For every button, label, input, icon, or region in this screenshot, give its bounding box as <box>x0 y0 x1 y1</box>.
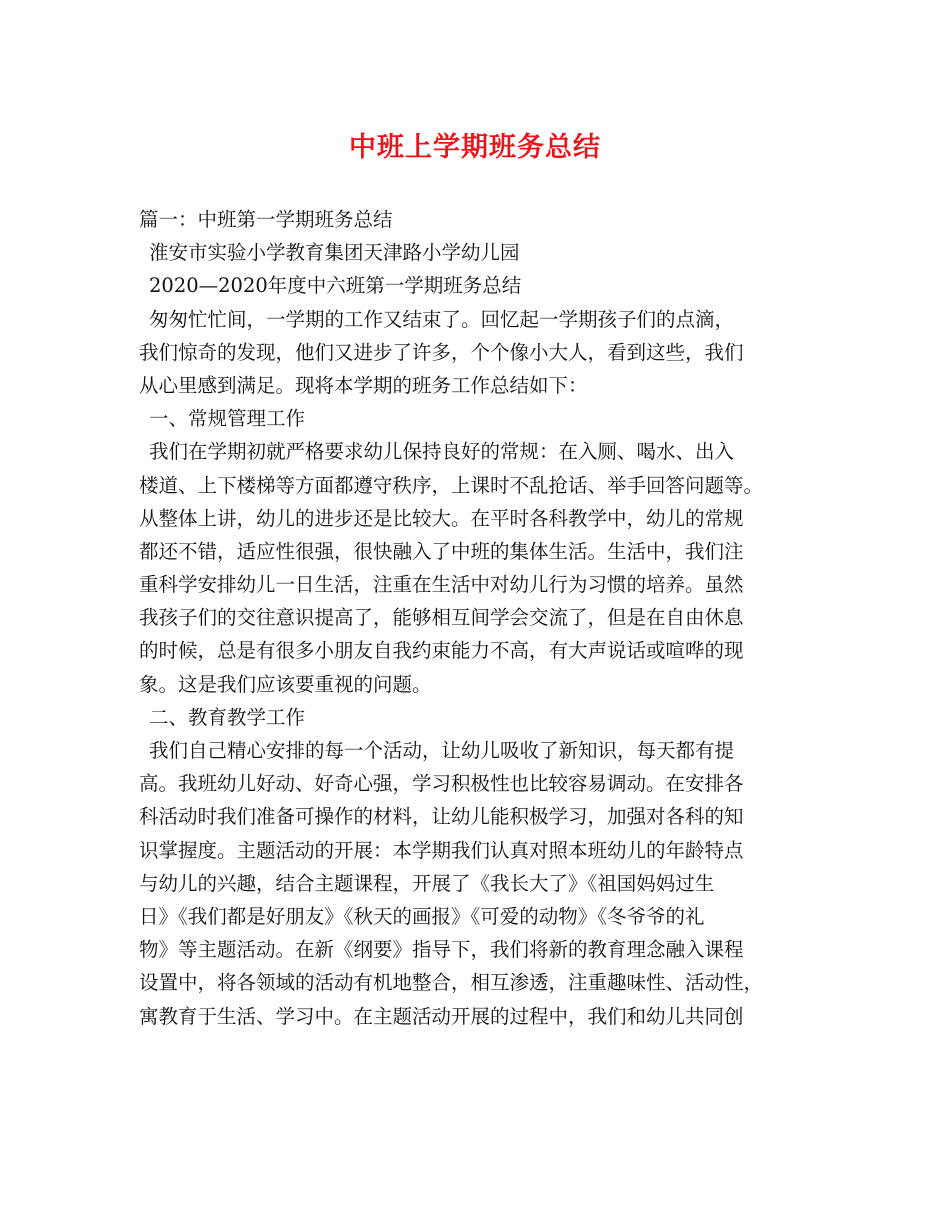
body-line: 我们在学期初就严格要求幼儿保持良好的常规：在入厕、喝水、出入 <box>149 440 735 464</box>
body-line: 我孩子们的交往意识提高了，能够相互间学会交流了，但是在自由休息 <box>139 606 744 630</box>
body-line: 一、常规管理工作 <box>149 407 306 431</box>
body-line: 的时候，总是有很多小朋友自我约束能力不高，有大声说话或喧哗的现 <box>139 639 744 663</box>
body-line: 日》《我们都是好朋友》《秋天的画报》《可爱的动物》《冬爷爷的礼 <box>139 904 705 928</box>
body-line: 识掌握度。主题活动的开展：本学期我们认真对照本班幼儿的年龄特点 <box>139 838 744 862</box>
body-line: 二、教育教学工作 <box>149 705 306 729</box>
body-line: 从心里感到满足。现将本学期的班务工作总结如下： <box>139 373 588 397</box>
body-line: 象。这是我们应该要重视的问题。 <box>139 672 432 696</box>
body-line: 科活动时我们准备可操作的材料，让幼儿能积极学习，加强对各科的知 <box>139 805 744 829</box>
body-line: 篇一：中班第一学期班务总结 <box>139 208 393 231</box>
body-line: 我们惊奇的发现，他们又进步了许多，个个像小大人，看到这些，我们 <box>139 340 744 364</box>
document-body <box>139 203 819 1033</box>
body-line: 淮安市实验小学教育集团天津路小学幼儿园 <box>149 241 520 265</box>
body-line: 我们自己精心安排的每一个活动，让幼儿吸收了新知识，每天都有提 <box>149 739 735 762</box>
document-title: 中班上学期班务总结 <box>349 132 601 163</box>
body-line: 与幼儿的兴趣，结合主题课程，开展了《我长大了》《祖国妈妈过生 <box>139 871 715 895</box>
body-line: 高。我班幼儿好动、好奇心强，学习积极性也比较容易调动。在安排各 <box>139 772 744 796</box>
body-line: 设置中，将各领域的活动有机地整合，相互渗透，注重趣味性、活动性， <box>139 971 764 995</box>
body-line: 寓教育于生活、学习中。在主题活动开展的过程中，我们和幼儿共同创 <box>139 1004 744 1028</box>
body-line: 楼道、上下楼梯等方面都遵守秩序，上课时不乱抢话、举手回答问题等。 <box>139 473 764 497</box>
body-line: 都还不错，适应性很强，很快融入了中班的集体生活。生活中，我们注 <box>139 539 744 563</box>
body-line: 从整体上讲，幼儿的进步还是比较大。在平时各科教学中，幼儿的常规 <box>139 506 744 530</box>
body-line: 物》等主题活动。在新《纲要》指导下，我们将新的教育理念融入课程 <box>139 938 744 962</box>
body-line: 重科学安排幼儿一日生活，注重在生活中对幼儿行为习惯的培养。虽然 <box>139 573 744 597</box>
body-line: 2020—2020年度中六班第一学期班务总结 <box>149 274 522 298</box>
body-line: 匆匆忙忙间，一学期的工作又结束了。回忆起一学期孩子们的点滴， <box>149 307 735 331</box>
